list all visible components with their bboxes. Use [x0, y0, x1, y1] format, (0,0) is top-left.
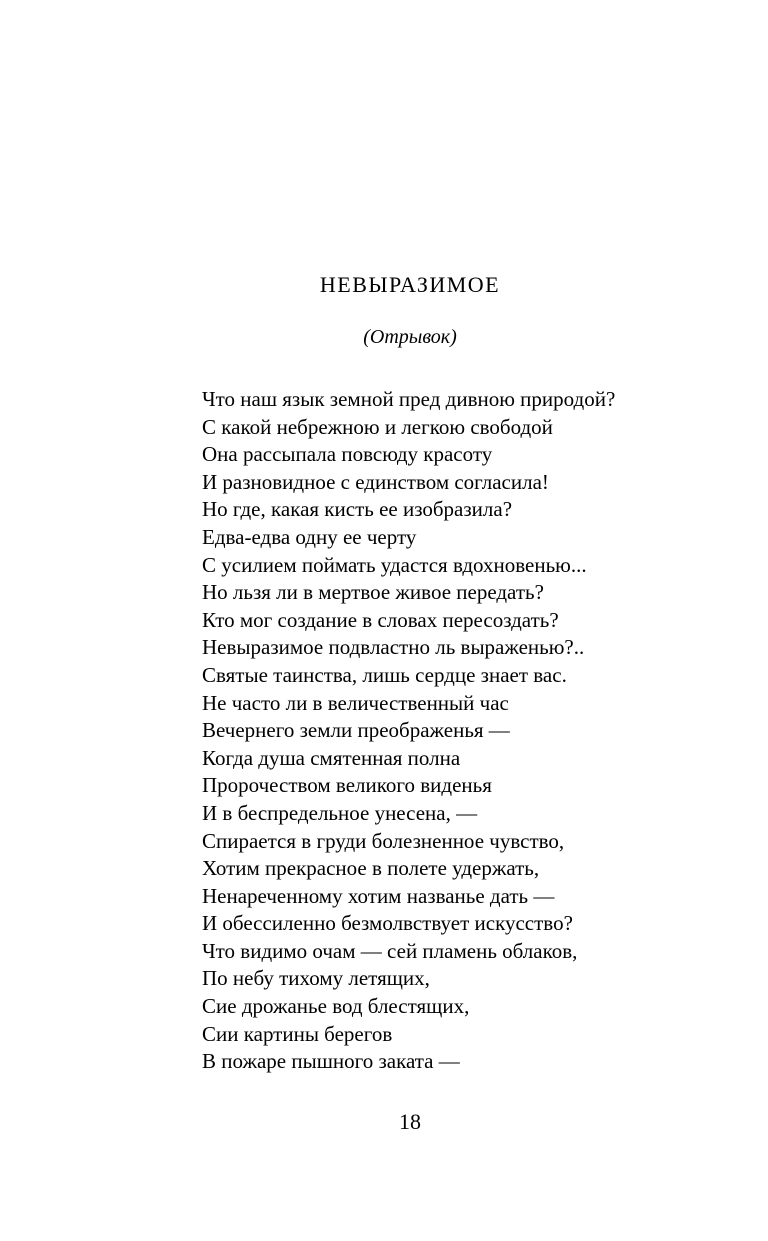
poem-line: Когда душа смятенная полна [202, 745, 461, 770]
poem-line: Но льзя ли в мертвое живое передать? [202, 580, 544, 605]
poem-line: Спирается в груди болезненное чувство, [202, 828, 565, 853]
poem-line: Сии картины берегов [202, 1021, 393, 1046]
poem-line: С усилием поймать удастся вдохновенью... [202, 552, 587, 577]
poem-line: Не часто ли в величественный час [202, 690, 509, 715]
poem-line: С какой небрежною и легкою свободой [202, 414, 553, 439]
poem-line: Что видимо очам — сей пламень облаков, [202, 938, 578, 963]
poem-line: И разновидное с единством согласила! [202, 469, 549, 494]
poem-body [202, 386, 742, 1076]
poem-line: В пожаре пышного заката — [202, 1049, 460, 1074]
poem-line: Но где, какая кисть ее изобразила? [202, 497, 513, 522]
poem-line: Кто мог создание в словах пересоздать? [202, 607, 559, 632]
poem-line: Что наш язык земной пред дивною природой? [202, 387, 616, 411]
poem-line: Пророчеством великого виденья [202, 773, 492, 798]
poem-line: И в беспредельное унесена, — [202, 800, 478, 825]
poem-line: Вечернего земли преображенья — [202, 718, 510, 743]
poem-line: Невыразимое подвластно ль выраженью?.. [202, 635, 585, 660]
poem-line: Сие дрожанье вод блестящих, [202, 994, 470, 1019]
poem-line: Хотим прекрасное в полете удержать, [202, 856, 540, 881]
poem-line: Она рассыпала повсюду красоту [202, 442, 493, 467]
page-number: 18 [399, 1109, 421, 1134]
poem-subtitle: (Отрывок) [363, 326, 457, 348]
poem-line: По небу тихому летящих, [202, 966, 430, 991]
poem-title: НЕВЫРАЗИМОЕ [319, 272, 501, 297]
poem-line: Святые таинства, лишь сердце знает вас. [202, 662, 567, 687]
poem-line: Ненареченному хотим названье дать — [202, 883, 555, 908]
poem-line: И обессиленно безмолвствует искусство? [202, 911, 573, 936]
poem-line: Едва-едва одну ее черту [202, 524, 417, 549]
